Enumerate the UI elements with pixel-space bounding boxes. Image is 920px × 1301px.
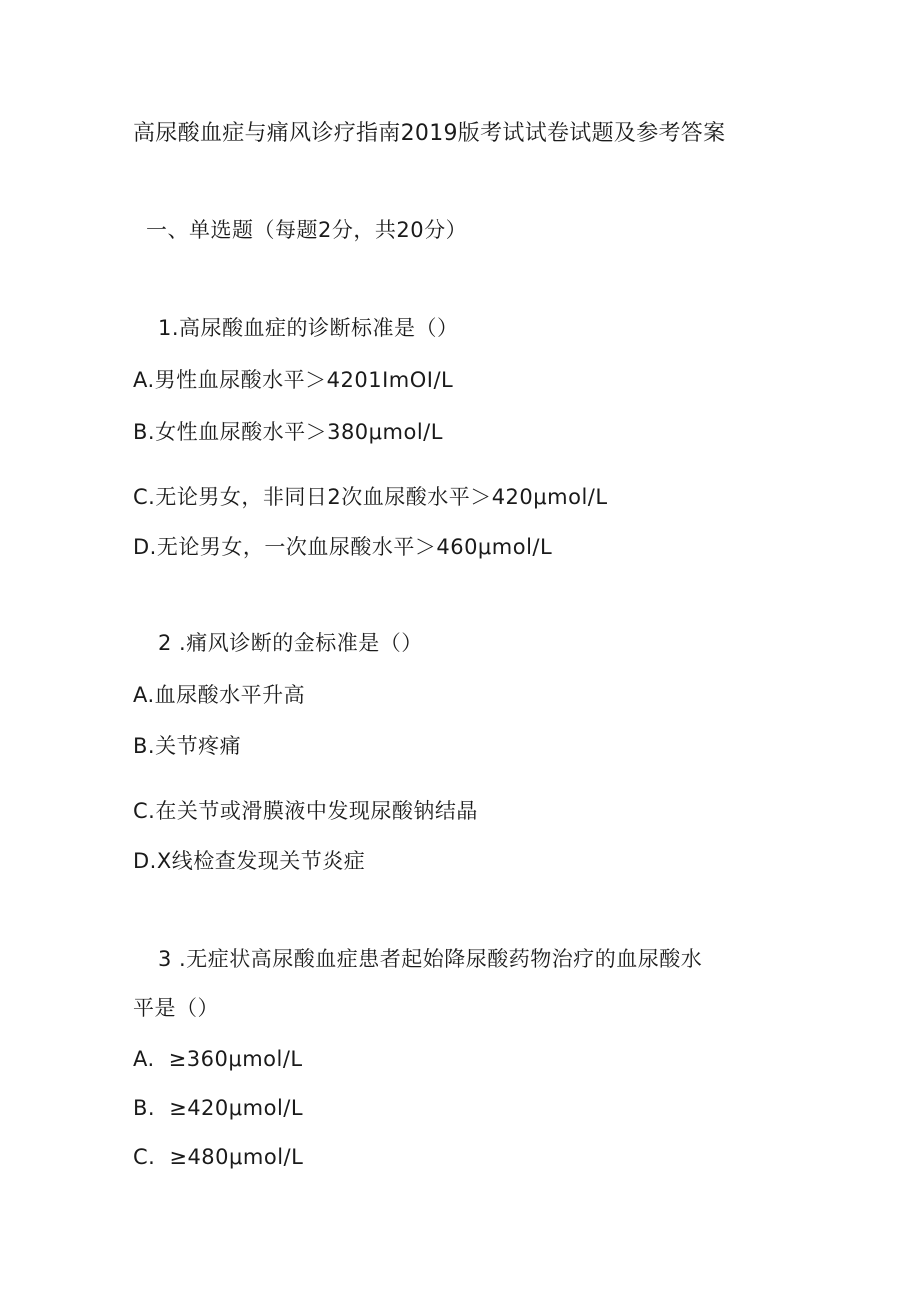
question-3-stem-line-2: 平是（） <box>133 996 219 1020</box>
question-1-option-a: A.男性血尿酸水平＞4201ImOI/L <box>133 368 454 392</box>
option-label: A. <box>133 1047 155 1071</box>
question-3-option-c <box>133 1143 303 1171</box>
document-title: 高尿酸血症与痛风诊疗指南2019版考试试卷试题及参考答案 <box>133 121 726 146</box>
question-2-option-a: A.血尿酸水平升高 <box>133 683 306 707</box>
option-text: ≥360μmol/L <box>168 1047 303 1071</box>
question-2-option-c: C.在关节或滑膜液中发现尿酸钠结晶 <box>133 799 478 823</box>
question-2-stem: 2 .痛风诊断的金标准是（） <box>158 631 423 655</box>
option-text: ≥480μmol/L <box>169 1145 304 1169</box>
question-3-option-a <box>133 1045 303 1073</box>
section-heading: 一、单选题（每题2分，共20分） <box>146 218 468 242</box>
question-3-option-b <box>133 1094 303 1122</box>
question-1-option-d: D.无论男女，一次血尿酸水平＞460μmol/L <box>133 535 553 559</box>
question-2-option-d: D.X线检查发现关节炎症 <box>133 849 366 873</box>
question-1-option-b: B.女性血尿酸水平＞380μmol/L <box>133 420 443 444</box>
option-label: C. <box>133 1145 156 1169</box>
question-2-option-b: B.关节疼痛 <box>133 734 242 758</box>
question-1-option-c: C.无论男女，非同日2次血尿酸水平＞420μmol/L <box>133 485 608 509</box>
question-3-stem-line-1: 3 .无症状高尿酸血症患者起始降尿酸药物治疗的血尿酸水 <box>158 947 703 971</box>
option-label: B. <box>133 1096 156 1120</box>
option-text: ≥420μmol/L <box>169 1096 304 1120</box>
question-1-stem: 1.高尿酸血症的诊断标准是（） <box>158 316 459 340</box>
